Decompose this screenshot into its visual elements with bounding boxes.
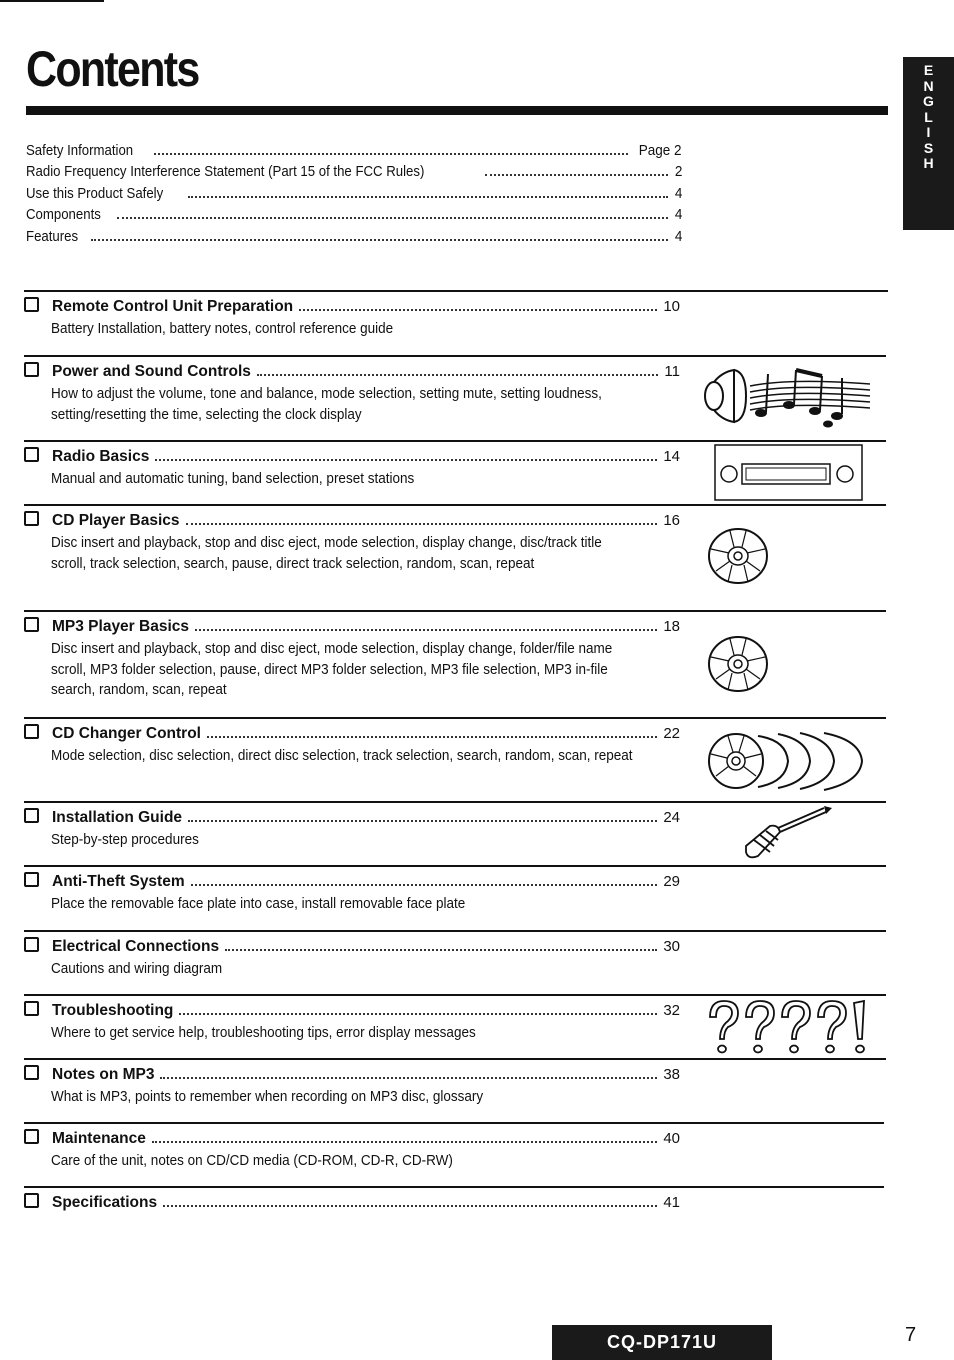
section-heading	[24, 510, 680, 530]
section-description: Step-by-step procedures	[51, 831, 199, 848]
section-rule	[24, 610, 886, 612]
leader-dots	[225, 949, 657, 951]
section-heading	[24, 871, 680, 891]
intro-entry[interactable]	[26, 142, 682, 163]
section-description: Care of the unit, notes on CD/CD media (CD-ROM, CD-R, CD-RW)	[51, 1152, 453, 1169]
intro-entry-label: Features	[26, 227, 79, 245]
leader-dots	[207, 736, 657, 738]
section-rule	[24, 1186, 884, 1188]
intro-entry-page: 2	[674, 163, 682, 181]
cd-changer-icon	[706, 730, 866, 792]
checkbox-icon	[24, 362, 39, 377]
checkbox-icon	[24, 724, 39, 739]
section-description: Battery Installation, battery notes, control reference guide	[51, 320, 394, 337]
leader-dots	[152, 1141, 657, 1143]
section-description: Place the removable face plate into case, install removable face plate	[51, 895, 466, 912]
section-description: What is MP3, points to remember when recording on MP3 disc, glossary	[51, 1088, 484, 1105]
screwdriver-icon	[740, 804, 834, 862]
checkbox-icon	[24, 1065, 39, 1080]
section-page: 16	[663, 512, 680, 529]
language-letter: N	[923, 77, 934, 94]
section-title: Anti-Theft System	[52, 873, 185, 890]
leader-dots	[154, 153, 629, 155]
section-rule	[24, 717, 886, 719]
section-description: Where to get service help, troubleshooting tips, error display messages	[51, 1024, 476, 1041]
leader-dots	[188, 196, 668, 198]
section-heading	[24, 446, 680, 466]
checkbox-icon	[24, 808, 39, 823]
leader-dots	[191, 884, 658, 886]
section-heading	[24, 723, 680, 743]
leader-dots	[117, 217, 668, 219]
checkbox-icon	[24, 617, 39, 632]
section-title: Notes on MP3	[52, 1066, 155, 1083]
checkbox-icon	[24, 872, 39, 887]
section-heading	[24, 296, 680, 316]
section-heading	[24, 361, 680, 381]
language-letter: L	[924, 108, 933, 125]
intro-entry-label: Use this Product Safely	[26, 184, 164, 202]
intro-entry-label: Components	[26, 206, 101, 224]
checkbox-icon	[24, 1193, 39, 1208]
cd-disc-icon	[706, 527, 770, 585]
intro-entry-page: 4	[674, 227, 682, 245]
section-title: Troubleshooting	[52, 1002, 174, 1019]
music-notes-icon	[700, 362, 880, 432]
section-rule	[24, 440, 886, 442]
checkbox-icon	[24, 937, 39, 952]
section-title: Remote Control Unit Preparation	[52, 298, 294, 315]
intro-list	[26, 142, 682, 249]
section-title: Installation Guide	[52, 809, 183, 826]
language-letter: G	[923, 93, 934, 109]
section-heading	[24, 616, 680, 636]
language-tab	[903, 57, 954, 230]
section-rule	[24, 801, 886, 803]
section-title: CD Player Basics	[52, 512, 180, 529]
section-description: Cautions and wiring diagram	[51, 960, 223, 977]
leader-dots	[485, 174, 668, 176]
section-rule	[24, 355, 886, 357]
section-heading	[24, 807, 680, 827]
leader-dots	[91, 239, 667, 241]
section-rule	[24, 930, 886, 932]
top-rule	[0, 0, 104, 2]
section-description: Mode selection, disc selection, direct disc selection, track selection, search, random, scan, repeat	[51, 747, 633, 764]
section-page: 38	[663, 1066, 680, 1083]
model-badge: CQ-DP171U	[552, 1325, 772, 1360]
section-page: 10	[663, 298, 680, 315]
intro-entry[interactable]	[26, 185, 682, 206]
section-title: Electrical Connections	[52, 938, 220, 955]
section-page: 41	[663, 1194, 680, 1211]
leader-dots	[195, 629, 657, 631]
section-page: 22	[663, 725, 680, 742]
leader-dots	[163, 1205, 657, 1207]
title-underline	[26, 106, 888, 115]
section-title: MP3 Player Basics	[52, 618, 190, 635]
language-letter: I	[926, 124, 931, 140]
intro-entry-label: Radio Frequency Interference Statement (Part 15 of the FCC Rules)	[26, 163, 425, 181]
cd-disc-icon	[706, 635, 770, 693]
section-heading	[24, 1192, 680, 1212]
section-page: 29	[663, 873, 680, 890]
section-description: Disc insert and playback, stop and disc eject, mode selection, display change, disc/track title scroll, track selection, search, pause, direct track selection, random, scan, repeat	[51, 534, 602, 572]
intro-entry[interactable]	[26, 163, 682, 184]
checkbox-icon	[24, 297, 39, 312]
checkbox-icon	[24, 511, 39, 526]
page-title: Contents	[26, 41, 199, 97]
language-letter: S	[923, 139, 934, 156]
section-heading	[24, 936, 680, 956]
leader-dots	[155, 459, 657, 461]
section-title: Power and Sound Controls	[52, 363, 251, 380]
section-page: 24	[663, 809, 680, 826]
leader-dots	[257, 374, 659, 376]
section-page: 30	[663, 938, 680, 955]
intro-entry-label: Safety Information	[26, 142, 134, 159]
section-rule	[24, 865, 886, 867]
section-page: 32	[663, 1002, 680, 1019]
leader-dots	[179, 1013, 657, 1015]
section-title: Radio Basics	[52, 448, 150, 465]
section-page: 14	[663, 448, 680, 465]
intro-entry-page: Page 2	[639, 142, 682, 159]
section-rule	[24, 1122, 884, 1124]
language-letter: H	[923, 155, 934, 171]
intro-entry[interactable]	[26, 206, 682, 227]
section-title: Specifications	[52, 1194, 158, 1211]
section-page: 40	[663, 1130, 680, 1147]
section-title: Maintenance	[52, 1130, 146, 1147]
section-rule	[24, 290, 888, 292]
section-description: Disc insert and playback, stop and disc eject, mode selection, display change, folder/file name scroll, MP3 folder selection, pause, direct MP3 folder selection, MP3 file selection, MP3 in-file search, random, scan, repeat	[51, 640, 613, 698]
language-letter: E	[923, 62, 934, 78]
section-page: 11	[664, 363, 680, 380]
leader-dots	[299, 309, 657, 311]
section-description: Manual and automatic tuning, band selection, preset stations	[51, 470, 415, 487]
page-number: 7	[905, 1324, 917, 1346]
intro-entry[interactable]	[26, 228, 682, 249]
section-heading	[24, 1000, 680, 1020]
section-heading	[24, 1128, 680, 1148]
radio-unit-icon	[714, 444, 864, 502]
section-heading	[24, 1064, 680, 1084]
section-rule	[24, 504, 886, 506]
section-title: CD Changer Control	[52, 725, 201, 742]
intro-entry-page: 4	[674, 184, 682, 202]
leader-dots	[186, 523, 658, 525]
intro-entry-page: 4	[674, 206, 682, 224]
leader-dots	[160, 1077, 657, 1079]
section-description: How to adjust the volume, tone and balance, mode selection, setting mute, setting loudness, setting/resetting the time, selecting the clock display	[51, 385, 602, 423]
leader-dots	[188, 820, 657, 822]
section-page: 18	[663, 618, 680, 635]
question-marks-icon	[704, 995, 874, 1059]
checkbox-icon	[24, 447, 39, 462]
checkbox-icon	[24, 1129, 39, 1144]
checkbox-icon	[24, 1001, 39, 1016]
